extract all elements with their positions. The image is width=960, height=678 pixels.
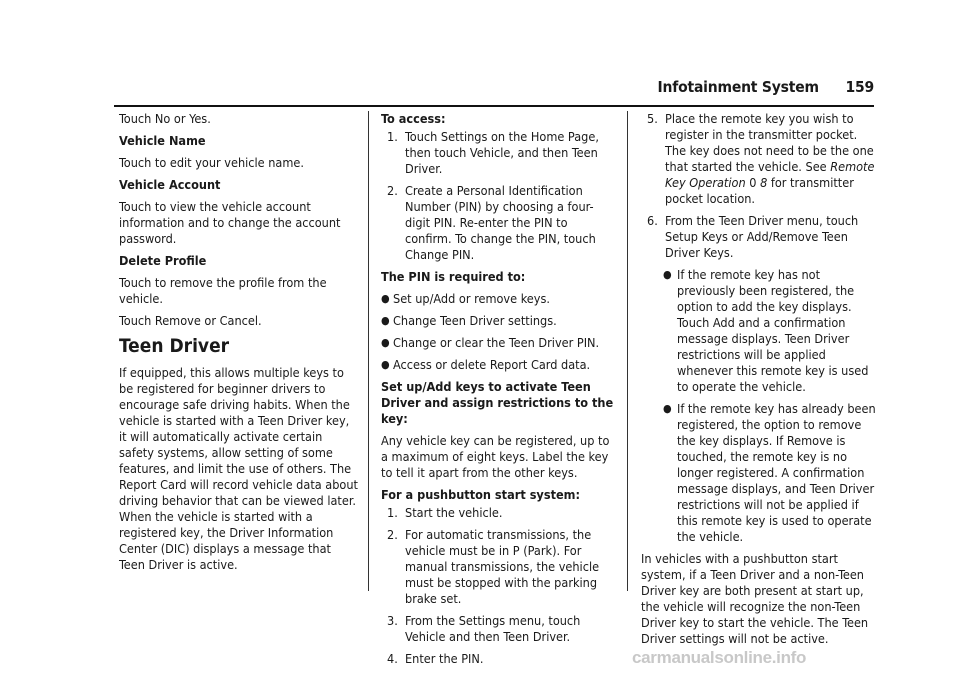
subheading-pushbutton: For a pushbutton start system: <box>381 487 581 502</box>
subheading-pin-required: The PIN is required to: <box>381 269 526 284</box>
section-title-teen-driver: Teen Driver <box>119 335 230 357</box>
bullet-icon: ● <box>381 314 390 327</box>
subheading-vehicle-account: Vehicle Account <box>119 177 221 192</box>
step-text: Enter the PIN. <box>405 651 484 666</box>
numbered-step: 2. Create a Personal Identification Number (PIN) by choosing a four-digit PIN. Re-enter the PIN to confirm. To change the PIN, touch Change PIN. <box>387 183 596 262</box>
step-text: Start the vehicle. <box>405 505 503 520</box>
paragraph: Touch Remove or Cancel. <box>119 313 262 328</box>
numbered-step: 5. Place the remote key you wish to register in the transmitter pocket. The key does not need to be the one that started the vehicle. See Remote Key Operation 0 8 for transmitter pocket location. <box>647 111 875 206</box>
cross-reference-page[interactable]: 8 <box>760 175 768 190</box>
numbered-step: 3. From the Settings menu, touch Vehicle and then Teen Driver. <box>387 613 581 644</box>
column-1 <box>119 111 359 579</box>
bullet-icon: ● <box>663 402 672 415</box>
step-text: For automatic transmissions, the vehicle must be in P (Park). For manual transmissions, the vehicle must be stopped with the parking brake set. <box>405 527 600 606</box>
bullet-item <box>381 313 617 329</box>
section-header-title: Infotainment System <box>657 78 819 96</box>
paragraph: Touch to edit your vehicle name. <box>119 155 304 170</box>
sub-bullet-item <box>641 401 877 545</box>
paragraph: Touch to remove the profile from the vehicle. <box>119 275 327 306</box>
sub-bullet-item <box>641 267 877 395</box>
subheading-delete-profile: Delete Profile <box>119 253 207 268</box>
subheading-setup-keys: Set up/Add keys to activate Teen Driver and assign restrictions to the key: <box>381 379 614 426</box>
paragraph: Touch No or Yes. <box>119 111 211 126</box>
bullet-item <box>381 291 617 307</box>
subheading-to-access: To access: <box>381 111 446 126</box>
subheading-vehicle-name: Vehicle Name <box>119 133 206 148</box>
column-divider <box>368 111 369 591</box>
bullet-item <box>381 357 617 373</box>
bullet-icon: ● <box>381 292 390 305</box>
bullet-text: Set up/Add or remove keys. <box>393 291 550 306</box>
bullet-icon: ● <box>381 358 390 371</box>
bullet-item <box>381 335 617 351</box>
column-divider <box>627 111 628 591</box>
page-number: 159 <box>845 78 874 96</box>
step-text: From the Settings menu, touch Vehicle and then Teen Driver. <box>405 613 581 644</box>
watermark: carmanualsonline.info <box>632 648 807 667</box>
bullet-text: If the remote key has already been registered, the option to remove the key displays. If Remove is touched, the remote key is no longer registered. A confirmation message displays, and Teen Driver restrictions will not be applied if this remote key is used to operate the vehicle. <box>677 401 876 544</box>
numbered-step: 6. From the Teen Driver menu, touch Setup Keys or Add/Remove Teen Driver Keys. <box>647 213 859 260</box>
header-rule <box>114 105 874 107</box>
step-text: Place the remote key you wish to register in the transmitter pocket. The key does not need to be the one that started the vehicle. See <box>665 111 874 174</box>
paragraph: In vehicles with a pushbutton start system, if a Teen Driver and a non-Teen Driver key are both present at start up, the vehicle will recognize the non-Teen Driver key to start the vehicle. The Teen Driver settings will not be active. <box>641 551 869 646</box>
numbered-step: 1. Start the vehicle. <box>387 505 503 520</box>
cross-reference[interactable]: Remote Key Operation <box>665 159 875 190</box>
column-2 <box>381 111 617 673</box>
bullet-icon: ● <box>381 336 390 349</box>
paragraph: Touch to view the vehicle account information and to change the account password. <box>119 199 341 246</box>
step-text: Touch Settings on the Home Page, then touch Vehicle, and then Teen Driver. <box>405 129 599 176</box>
step-text: for transmitter pocket location. <box>665 175 854 206</box>
numbered-step: 2. For automatic transmissions, the vehicle must be in P (Park). For manual transmissions, the vehicle must be stopped with the parking brake set. <box>387 527 600 606</box>
bullet-text: Access or delete Report Card data. <box>393 357 591 372</box>
bullet-text: Change or clear the Teen Driver PIN. <box>393 335 600 350</box>
numbered-step: 1. Touch Settings on the Home Page, then touch Vehicle, and then Teen Driver. <box>387 129 599 176</box>
numbered-step: 4. Enter the PIN. <box>387 651 484 666</box>
page-header <box>658 79 874 95</box>
column-3 <box>641 111 877 653</box>
step-text: From the Teen Driver menu, touch Setup Keys or Add/Remove Teen Driver Keys. <box>665 213 859 260</box>
paragraph: If equipped, this allows multiple keys to be registered for beginner drivers to encourage safe driving habits. When the vehicle is started with a Teen Driver key, it will automatically activate certain safety systems, allow setting of some features, and limit the use of others. The Report Card will record vehicle data about driving behavior that can be viewed later. When the vehicle is started with a registered key, the Driver Information Center (DIC) displays a message that Teen Driver is active. <box>119 365 358 572</box>
bullet-text: Change Teen Driver settings. <box>393 313 557 328</box>
paragraph: Any vehicle key can be registered, up to a maximum of eight keys. Label the key to tell it apart from the other keys. <box>381 433 610 480</box>
bullet-text: If the remote key has not previously been registered, the option to add the key displays. Touch Add and a confirmation message displays. Teen Driver restrictions will be applied whenever this remote key is used to operate the vehicle. <box>677 267 869 394</box>
page-ref-arrow-icon: 0 <box>749 175 757 190</box>
bullet-icon: ● <box>663 268 672 281</box>
step-text: Create a Personal Identification Number (PIN) by choosing a four-digit PIN. Re-enter the PIN to confirm. To change the PIN, touch Change PIN. <box>405 183 596 262</box>
